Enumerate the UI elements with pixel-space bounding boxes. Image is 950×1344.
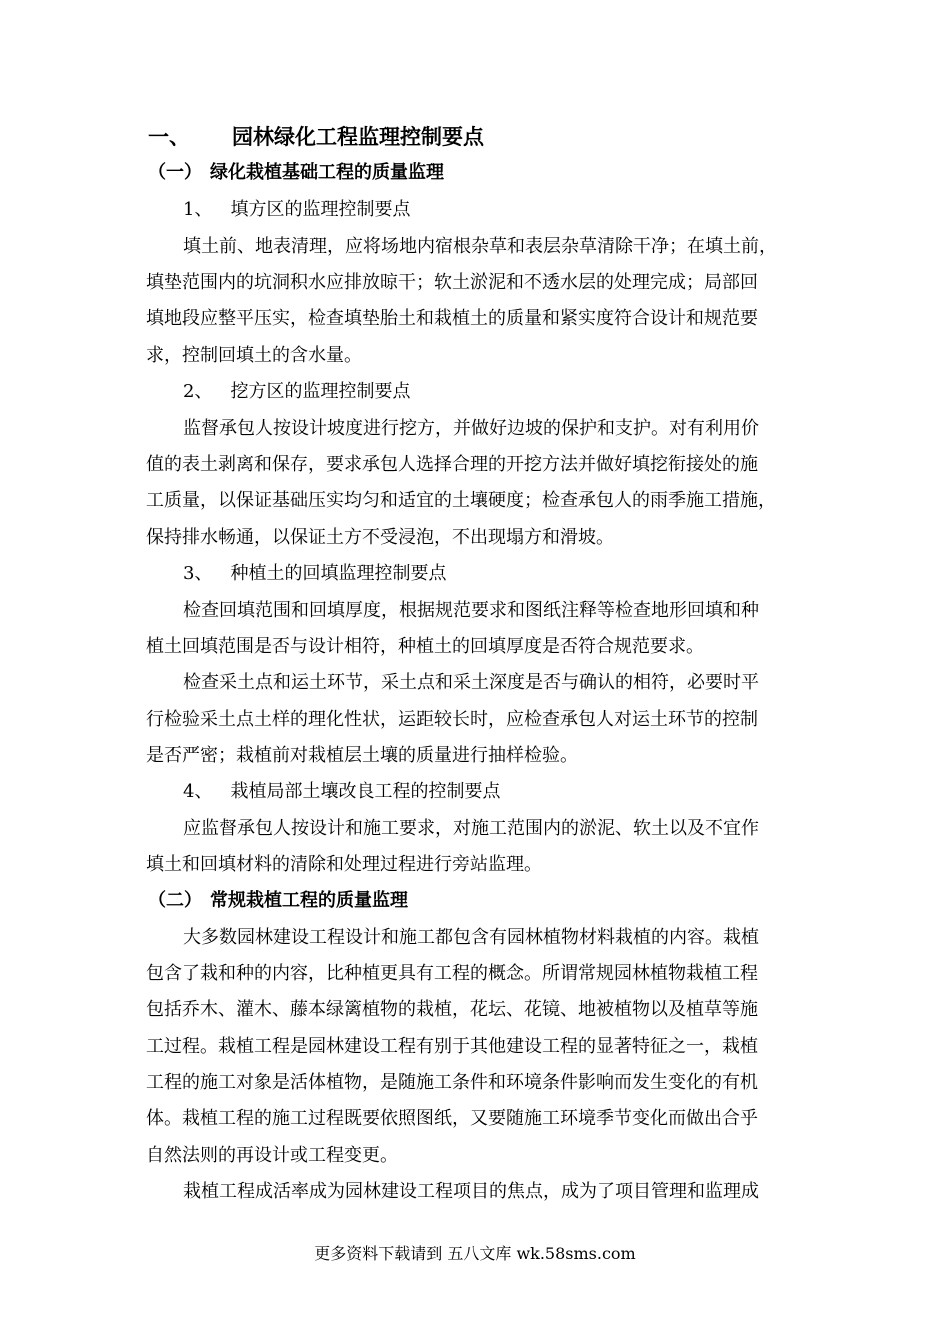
main-heading [148, 123, 484, 151]
paragraph-line: 值的表土剥离和保存，要求承包人选择合理的开挖方法并做好填挖衔接处的施 [146, 454, 758, 475]
subheading-4 [183, 779, 500, 805]
paragraph-line: 填地段应整平压实，检查填垫胎土和栽植土的质量和紧实度符合设计和规范要 [146, 308, 758, 329]
section-heading-1 [148, 160, 444, 186]
page-footer: 更多资料下载请到 五八文库 wk.58sms.com [314, 1244, 636, 1263]
subheading-title: 种植土的回填监理控制要点 [230, 563, 447, 584]
paragraph-line: 工程的施工对象是活体植物，是随施工条件和环境条件影响而发生变化的有机 [146, 1072, 758, 1093]
section-label: （二） [148, 890, 202, 911]
paragraph-line: 应监督承包人按设计和施工要求，对施工范围内的淤泥、软土以及不宜作 [183, 818, 759, 839]
paragraph-line: 保持排水畅通，以保证土方不受浸泡，不出现塌方和滑坡。 [146, 527, 614, 548]
section-heading-2 [148, 888, 408, 914]
section-title: 绿化栽植基础工程的质量监理 [210, 162, 444, 183]
paragraph-line: 工质量，以保证基础压实均匀和适宜的土壤硬度；检查承包人的雨季施工措施， [146, 490, 776, 511]
paragraph-line: 行检验采土点土样的理化性状，运距较长时，应检查承包人对运土环节的控制 [146, 709, 758, 730]
paragraph-line: 栽植工程成活率成为园林建设工程项目的焦点，成为了项目管理和监理成 [183, 1181, 759, 1202]
subheading-title: 栽植局部土壤改良工程的控制要点 [230, 781, 501, 802]
paragraph-line: 检查回填范围和回填厚度，根据规范要求和图纸注释等检查地形回填和种 [183, 600, 759, 621]
section-title: 常规栽植工程的质量监理 [210, 890, 408, 911]
paragraph-line: 体。栽植工程的施工过程既要依照图纸，又要随施工环境季节变化而做出合乎 [146, 1108, 758, 1129]
heading-number: 一、 [148, 124, 190, 149]
paragraph-line: 填土前、地表清理，应将场地内宿根杂草和表层杂草清除干净；在填土前， [183, 236, 777, 257]
paragraph-line: 检查采土点和运土环节，采土点和采土深度是否与确认的相符，必要时平 [183, 672, 759, 693]
paragraph-line: 植土回填范围是否与设计相符，种植土的回填厚度是否符合规范要求。 [146, 636, 704, 657]
subheading-2 [183, 379, 410, 405]
paragraph-line: 包括乔木、灌木、藤本绿篱植物的栽植，花坛、花镜、地被植物以及植草等施 [146, 999, 758, 1020]
subheading-title: 挖方区的监理控制要点 [230, 381, 411, 402]
subheading-number: 2、 [183, 381, 213, 402]
subheading-3 [183, 561, 446, 587]
subheading-number: 4、 [183, 781, 213, 802]
heading-title: 园林绿化工程监理控制要点 [232, 124, 484, 149]
subheading-title: 填方区的监理控制要点 [230, 199, 411, 220]
paragraph-line: 包含了栽和种的内容，比种植更具有工程的概念。所谓常规园林植物栽植工程 [146, 963, 758, 984]
paragraph-line: 监督承包人按设计坡度进行挖方，并做好边坡的保护和支护。对有利用价 [183, 418, 759, 439]
paragraph-line: 填垫范围内的坑洞积水应排放晾干；软土淤泥和不透水层的处理完成；局部回 [146, 272, 758, 293]
subheading-number: 3、 [183, 563, 213, 584]
paragraph-line: 大多数园林建设工程设计和施工都包含有园林植物材料栽植的内容。栽植 [183, 927, 759, 948]
subheading-number: 1、 [183, 199, 213, 220]
section-label: （一） [148, 162, 202, 183]
paragraph-line: 是否严密；栽植前对栽植层土壤的质量进行抽样检验。 [146, 745, 578, 766]
paragraph-line: 填土和回填材料的清除和处理过程进行旁站监理。 [146, 854, 542, 875]
paragraph-line: 工过程。栽植工程是园林建设工程有别于其他建设工程的显著特征之一，栽植 [146, 1036, 758, 1057]
paragraph-line: 自然法则的再设计或工程变更。 [146, 1145, 398, 1166]
paragraph-line: 求，控制回填土的含水量。 [146, 345, 362, 366]
subheading-1 [183, 197, 410, 223]
